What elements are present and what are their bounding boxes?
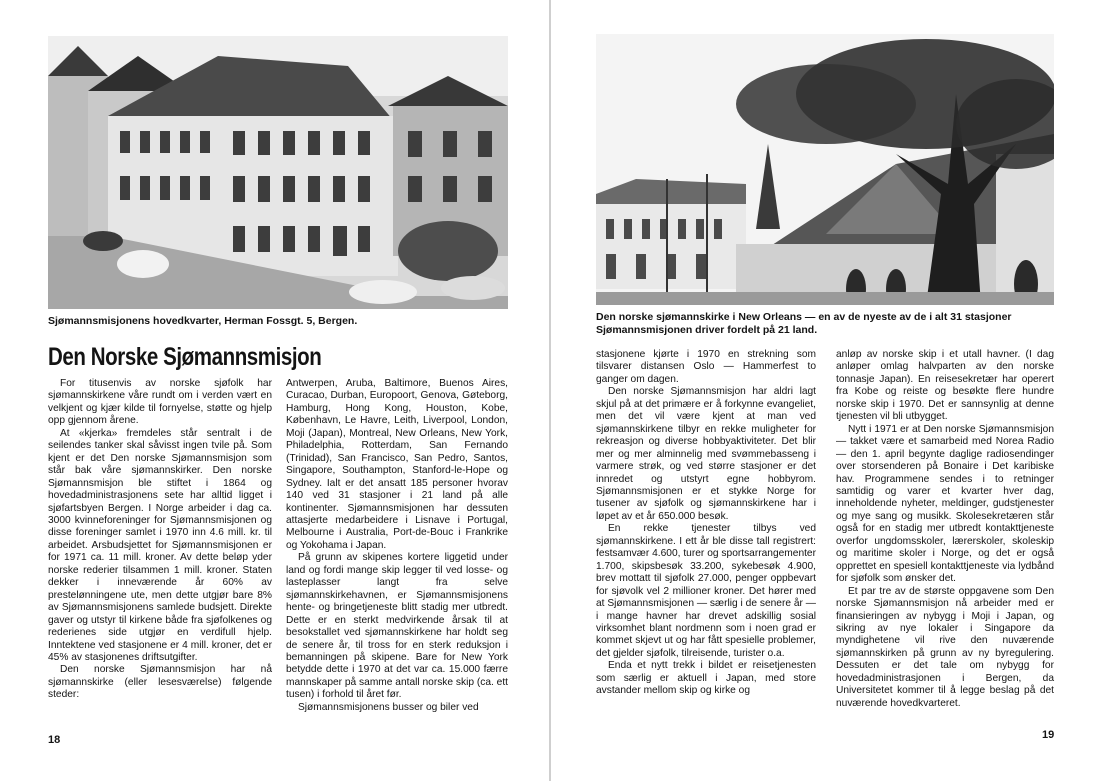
left-page-column-1 [48,378,272,702]
page-number-right: 19 [1042,729,1055,741]
left-page-column-2 [286,378,508,714]
paragraph: stasjonene kjørte i 1970 en strekning som tilsvarer distansen Oslo — Hammerfest to ganger om dagen. [596,349,816,385]
page-number-left: 18 [48,734,61,746]
paragraph: Antwerpen, Aruba, Baltimore, Buenos Aires, Curacao, Durban, Europoort, Genova, Gøteborg, Hamburg, Hong Kong, Houston, Kobe, København, Le Havre, Leith, Liverpool, London, Moji (Japan), Montreal, New Orleans, New York, Philadelphia, Rotterdam, San Fernando (Trinidad), San Francisco, San Pedro, Santos, Singapore, Southampton, Stanford-le-Hope og Sydney. Ialt er det ansatt 185 personer hvorav 140 ved 31 stasjoner i 21 land på alle kontinenter. Sjømannsmisjonen har dessuten attasjerte medarbeidere i Lisnave i Portugal, Melbourne i Australia, Port-de-Bouc i Frankrike og Yokohama i Japan. [286,378,508,551]
bergen-headquarters-photo [48,36,508,309]
paragraph: Et par tre av de største oppgavene som Den norske Sjømannsmisjon nå arbeider med er finansieringen av nybygg i Moji i Japan, og sikring av nye lokaler i Singapore da myndighetene vil rive den nuværende sjømannskirken på grunn av ny byregulering. Dessuten er det tale om nybygg for hovedadministrasjonen i Bergen, da Universitetet kommer til å legge beslag på det nuværende hovedkvarteret. [836,585,1054,709]
right-photo-caption: Den norske sjømannskirke i New Orleans — en av de nyeste av de i alt 31 stasjoner Sjømannsmisjonen driver fordelt på 21 land. [596,311,1012,336]
right-page-column-1 [596,349,816,698]
paragraph: En rekke tjenester tilbys ved sjømannskirkene. I ett år ble disse tall registrert: festsamvær 4.600, turer og sportsarrangementer 1.700, skipsbesøk 33.200, sykebesøk 4.900, brev mottatt til sjøfolk 27.000, penger oppbevart for sjøvolk vel 2 millioner kroner. Det hører med at Sjømannsmisjonen — særlig i de senere år — i mange havner har drevet adskillig sosial virksomhet blant nordmenn som i noen grad er kommet skjevt ut og har fått spesielle problemer, det gjelder sjøfolk, tilreisende, turister o.a. [596,523,816,659]
paragraph: På grunn av skipenes kortere liggetid under land og fordi mange skip legger til ved losse- og lasteplasser langt fra selve sjømannskirkehavnen, er Sjømannsmisjonens hente- og bringetjeneste blitt stadig mer utbredt. Dette er en sterkt medvirkende årsak til at besokstallet ved sjømannskirkene har holdt seg de senere år, til tross for en sterk reduksjon i bemanningen på skipene. Bare for New York betydde dette i 1970 at det var ca. 15.000 færre mannskaper på samme antall norske skip (ca. ett tusen) i forhold til året før. [286,552,508,701]
paragraph: For titusenvis av norske sjøfolk har sjømannskirkene våre rundt om i verden vært en velkjent og kjær kilde til fornyelse, støtte og hjelp opp gjennom årene. [48,378,272,427]
article-title: Den Norske Sjømannsmisjon [48,343,322,371]
paragraph: Enda et nytt trekk i bildet er reisetjenesten som særlig er aktuell i Japan, med store avstander mellom skip og kirke og [596,660,816,697]
paragraph: Sjømannsmisjonens busser og biler ved [298,701,479,713]
paragraph: Den norske Sjømannsmisjon har aldri lagt skjul på at det primære er å forkynne evangeliet, men det vil være kjent at man ved sjømannskirkene tilbyr en rekke muligheter for rekreasjon og diverse hobbyaktiviteter. Det blir mer og mer alminnelig med svømmebasseng i varmere strøk, og ved større stasjoner er det innredet og utstyrt egne hobbyrom. Sjømannsmisjonen er et stykke Norge for tusener av sjøfolk og sjømannskirkene har i løpet av et år 650.000 besøk. [596,386,816,522]
paragraph: At «kjerka» fremdeles står sentralt i de seilendes tanker skal såvisst ingen tvile på. Som kjent er det Den norske Sjømannsmisjon som står bak våre sjømannskirker. Den norske Sjømannsmisjon ble stiftet i 1864 og hovedadministrasjonens sete har alltid ligget i sjøfartsbyen Bergen. I Norge arbeider i dag ca. 3000 kvinneforeninger for Sjømannsmisjonen og disse foreninger samlet i 1970 inn 4.6 mill. kr. til arbeidet. Arsbudsjettet for Sjømannsmisjonen er for 1971 ca. 11 mill. kroner. Av dette beløp yder norske rederier tilsammen 1 mill. kroner. Staten dekker i inneværende år 60% av prestelønningene ute, men dette utgjør bare 8% av Sjømannsmisjonens samlede budsjett. Direkte gaver og utstyr til kirkene både fra sjøfolkenes og rederienes side utgjør en verdifull hjelp. Inntektene ved stasjonene er 4 mill. kroner, det er 45% av stasjonenes driftsutgifter. [48,427,272,663]
new-orleans-church-photo [596,34,1054,305]
paragraph: Nytt i 1971 er at Den norske Sjømannsmisjon — takket være et samarbeid med Norea Radio — den 1. april begynte daglige radiosendinger over storsenderen på Bonaire i Det karibiske hav. Programmene sendes i to retninger samtidig og varer et kvarter hver dag, inneholdende nyheter, meldinger, gudstjenester og mye sang og musikk. Skolesekretæren står også for en stadig mer utbredt kontakttjeneste overfor ungdomsskoler, lærerskoler, skoleskip og maritime skoler i Norge, og det er også opprettet en spesiell kontakttjeneste via lydbånd for sjøfolk som ønsker det. [836,423,1054,585]
right-page [551,0,1100,781]
paragraph: Den norske Sjømannsmisjon har nå sjømannskirke (eller lesesværelse) følgende steder: [48,664,272,701]
right-page-column-2 [836,349,1054,710]
paragraph: anløp av norske skip i et utall havner. (I dag anløper omlag halvparten av den norske tonnasje Japan). En reisesekretær har operert fra Kobe og reiste og besøkte flere hundre norske skip i 1970. Det er sannsynlig at denne tjenesten vil bli utbygget. [836,349,1054,423]
left-photo-caption: Sjømannsmisjonens hovedkvarter, Herman Fossgt. 5, Bergen. [48,315,358,327]
left-page [0,0,549,781]
